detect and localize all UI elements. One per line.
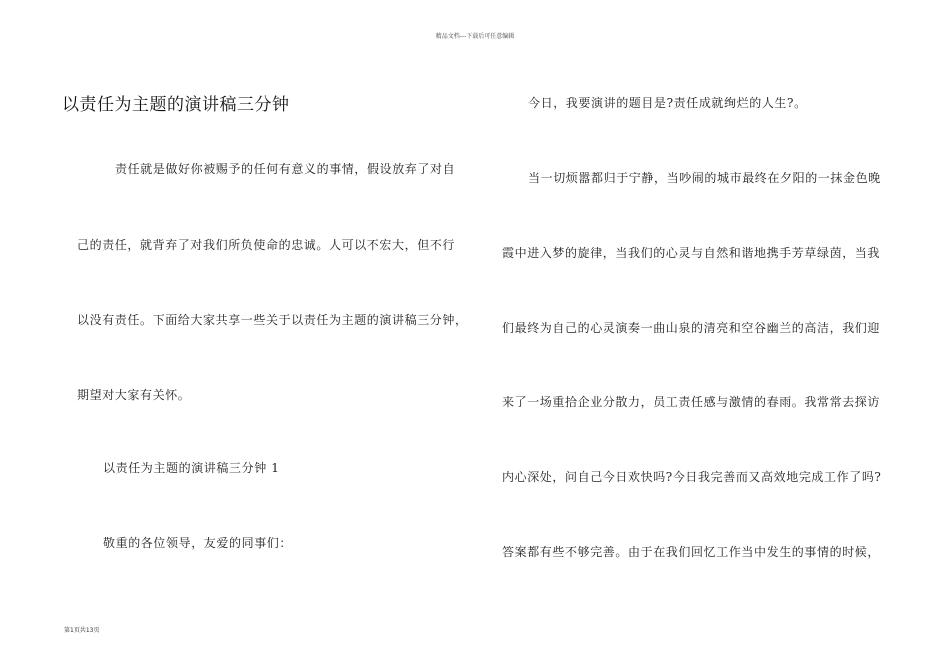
- paragraph-line: 己的责任，就背弃了对我们所负使命的忠诚。人可以不宏大，但不行: [77, 238, 456, 252]
- document-title: 以责任为主题的演讲稿三分钟: [62, 95, 290, 115]
- paragraph-line: 霞中进入梦的旋律，当我们的心灵与自然和谐地携手芳草绿茵，当我: [502, 246, 881, 260]
- section-heading: 以责任为主题的演讲稿三分钟 1: [103, 461, 280, 475]
- salutation: 敬重的各位领导，友爱的同事们：: [103, 536, 293, 550]
- paragraph-line: 以没有责任。下面给大家共享一些关于以责任为主题的演讲稿三分钟，: [77, 313, 468, 327]
- paragraph-line: 内心深处，问自己今日欢快吗?今日我完善而又高效地完成工作了吗?: [502, 470, 882, 484]
- paragraph-line: 当一切烦嚣都归于宁静，当吵闹的城市最终在夕阳的一抹金色晚: [528, 171, 881, 185]
- paragraph-line: 来了一场重拾企业分散力，员工责任感与激情的春雨。我常常去探访: [502, 395, 881, 409]
- paragraph-line: 答案都有些不够完善。由于在我们回忆工作当中发生的事情的时候，: [502, 545, 881, 559]
- paragraph-line: 期望对大家有关怀。: [77, 388, 191, 402]
- paragraph-line: 们最终为自己的心灵演奏一曲山泉的清亮和空谷幽兰的高洁，我们迎: [502, 321, 881, 335]
- paragraph-line: 责任就是做好你被赐予的任何有意义的事情，假设放弃了对自: [115, 162, 456, 176]
- page-number: 第1页共13页: [64, 627, 100, 634]
- header-note: 精品文档---下载后可任意编辑: [435, 33, 515, 40]
- paragraph-line: 今日，我要演讲的题目是?责任成就绚烂的人生?。: [528, 96, 807, 110]
